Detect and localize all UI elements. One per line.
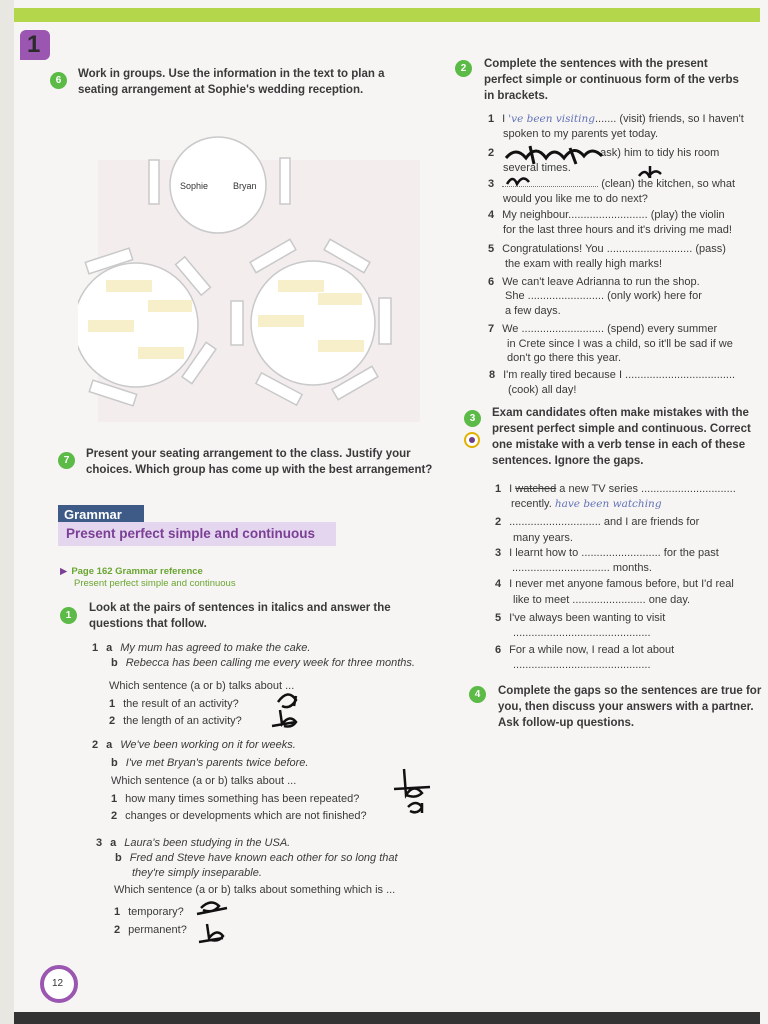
handwritten-answer-marks-3 [195,896,235,946]
g1-item3-b-cont: they're simply inseparable. [132,867,262,879]
ex2-sentence-2-cont: several times. [503,162,571,174]
page-edge [0,0,14,1024]
seating-plan-diagram [78,115,423,435]
exercise-2-instruction: Complete the sentences with the present perfect simple or continuous form of the verbs in brackets. [484,58,739,102]
handwritten-answer-marks-2 [390,765,440,820]
g1-item2-q2: 2 changes or developments which are not finished? [111,810,367,822]
ex2-sentence-5: 5 Congratulations! You ............................ (pass) [488,243,726,255]
exercise-6-instruction: Work in groups. Use the information in the text to plan a seating arrangement at Sophie's wedding reception. [78,68,385,96]
exercise-3-badge: 3 [464,410,481,427]
ex2-sentence-1: 1 I 've been visiting....... (visit) friends, so I haven't [488,113,744,125]
exercise-4-instruction: Complete the gaps so the sentences are true for you, then discuss your answers with a partner. Ask follow-up questions. [498,685,762,729]
exercise-7-instruction: Present your seating arrangement to the class. Justify your choices. Which group has come up with the best arrangement? [86,448,433,476]
g1-item2-question: Which sentence (a or b) talks about ... [111,775,297,787]
ex3-sentence-5-gap: ............................................. [513,627,651,639]
ex2-sentence-8: 8 I'm really tired because I .................................... [489,369,736,381]
grammar-reference: ▶ Page 162 Grammar reference Present perfect simple and continuous [60,566,236,589]
sophie-name: Sophie [180,181,209,191]
ex3-sentence-6-gap: ............................................. [513,659,651,671]
ex2-sentence-3: 3 (clean) the kitchen, so what [488,178,736,190]
ex3-sentence-1-cont: recently. have been watching [511,498,662,510]
ex3-sentence-4: 4 I never met anyone famous before, but I'd real [495,578,734,590]
ex2-sentence-7: 7 We ........................... (spend) every summer [488,323,718,335]
ex2-sentence-3-cont: would you like me to do next? [503,193,648,205]
ex3-sentence-2: 2 .............................. and I are friends for [495,516,700,528]
exercise-4-badge: 4 [469,686,486,703]
handwritten-mark [504,170,534,190]
ex3-sentence-2-cont: many years. [513,532,573,544]
g1-item3-q1: 1 temporary? [114,906,184,918]
handwritten-scribble [500,140,612,168]
ex3-sentence-3-cont: ................................ months. [512,562,652,574]
triangle-icon: ▶ [60,566,68,577]
exercise-3-instruction: Exam candidates often make mistakes with the present perfect simple and continuous. Correct one mistake with a verb tense in each of these sentences. Ignore the gaps. [492,407,751,467]
exercise-7-badge: 7 [58,452,75,469]
seat [149,160,159,204]
ex3-sentence-5: 5 I've always been wanting to visit [495,612,666,624]
handwritten-mark [636,164,666,182]
ex2-sentence-7-cont: in Crete since I was a child, so it'll be sad if we [507,338,733,350]
bryan-name: Bryan [233,181,257,191]
g1-item3-q2: 2 permanent? [114,924,187,936]
ex2-sentence-4: 4 My neighbour.......................... (play) the violin [488,209,725,221]
g1-item1-a: 1 a My mum has agreed to make the cake. [92,642,311,654]
ex2-sentence-6-cont2: a few days. [505,305,561,317]
ex3-sentence-3: 3 I learnt how to .......................... for the past [495,547,719,559]
exam-icon-dot [469,437,475,443]
g1-item3-question: Which sentence (a or b) talks about something which is ... [114,884,396,896]
bottom-bar [14,1012,760,1024]
g1-item1-question: Which sentence (a or b) talks about ... [109,680,295,692]
grammar-tag: Grammar [58,505,144,525]
ex3-sentence-1: 1 I watched a new TV series ............................... [495,483,736,495]
g1-item1-b: b Rebecca has been calling me every week for three months. [111,657,415,669]
ex3-sentence-4-cont: like to meet ........................ one day. [513,594,691,606]
top-color-bar [14,8,760,22]
unit-number: 1 [27,31,41,58]
g1-item2-q1: 1 how many times something has been repeated? [111,793,360,805]
ex2-sentence-2: 2 ask) him to tidy his room [488,147,720,159]
g1-item3-a: 3 a Laura's been studying in the USA. [96,837,291,849]
exercise-6-badge: 6 [50,72,67,89]
ex2-sentence-1-cont: spoken to my parents yet today. [503,128,659,140]
g1-item1-q2: 2 the length of an activity? [109,715,242,727]
ex2-sentence-4-cont: for the last three hours and it's driving me mad! [503,224,732,236]
ex2-sentence-7-cont2: don't go there this year. [507,352,622,364]
handwritten-answer-marks-1 [270,688,310,728]
ex2-sentence-8-cont: (cook) all day! [508,384,577,396]
exercise-2-badge: 2 [455,60,472,77]
g1-item1-q1: 1 the result of an activity? [109,698,239,710]
g1-item2-b: b I've met Bryan's parents twice before. [111,757,309,769]
g1-item2-a: 2 a We've been working on it for weeks. [92,739,296,751]
ex2-sentence-6-cont: She ......................... (only work) here for [505,290,702,302]
seat [231,301,243,345]
ex3-sentence-6: 6 For a while now, I read a lot about [495,644,675,656]
ex2-sentence-6: 6 We can't leave Adrianna to run the shop. [488,276,700,288]
grammar-exercise-1-instruction: Look at the pairs of sentences in italics and answer the questions that follow. [89,602,391,630]
seat [379,298,391,344]
grammar-exercise-1-badge: 1 [60,607,77,624]
seat [280,158,290,204]
ex2-sentence-5-cont: the exam with really high marks! [505,258,663,270]
grammar-title: Present perfect simple and continuous [58,522,336,546]
page-number: 12 [52,978,64,989]
g1-item3-b: b Fred and Steve have known each other for so long that [115,852,398,864]
